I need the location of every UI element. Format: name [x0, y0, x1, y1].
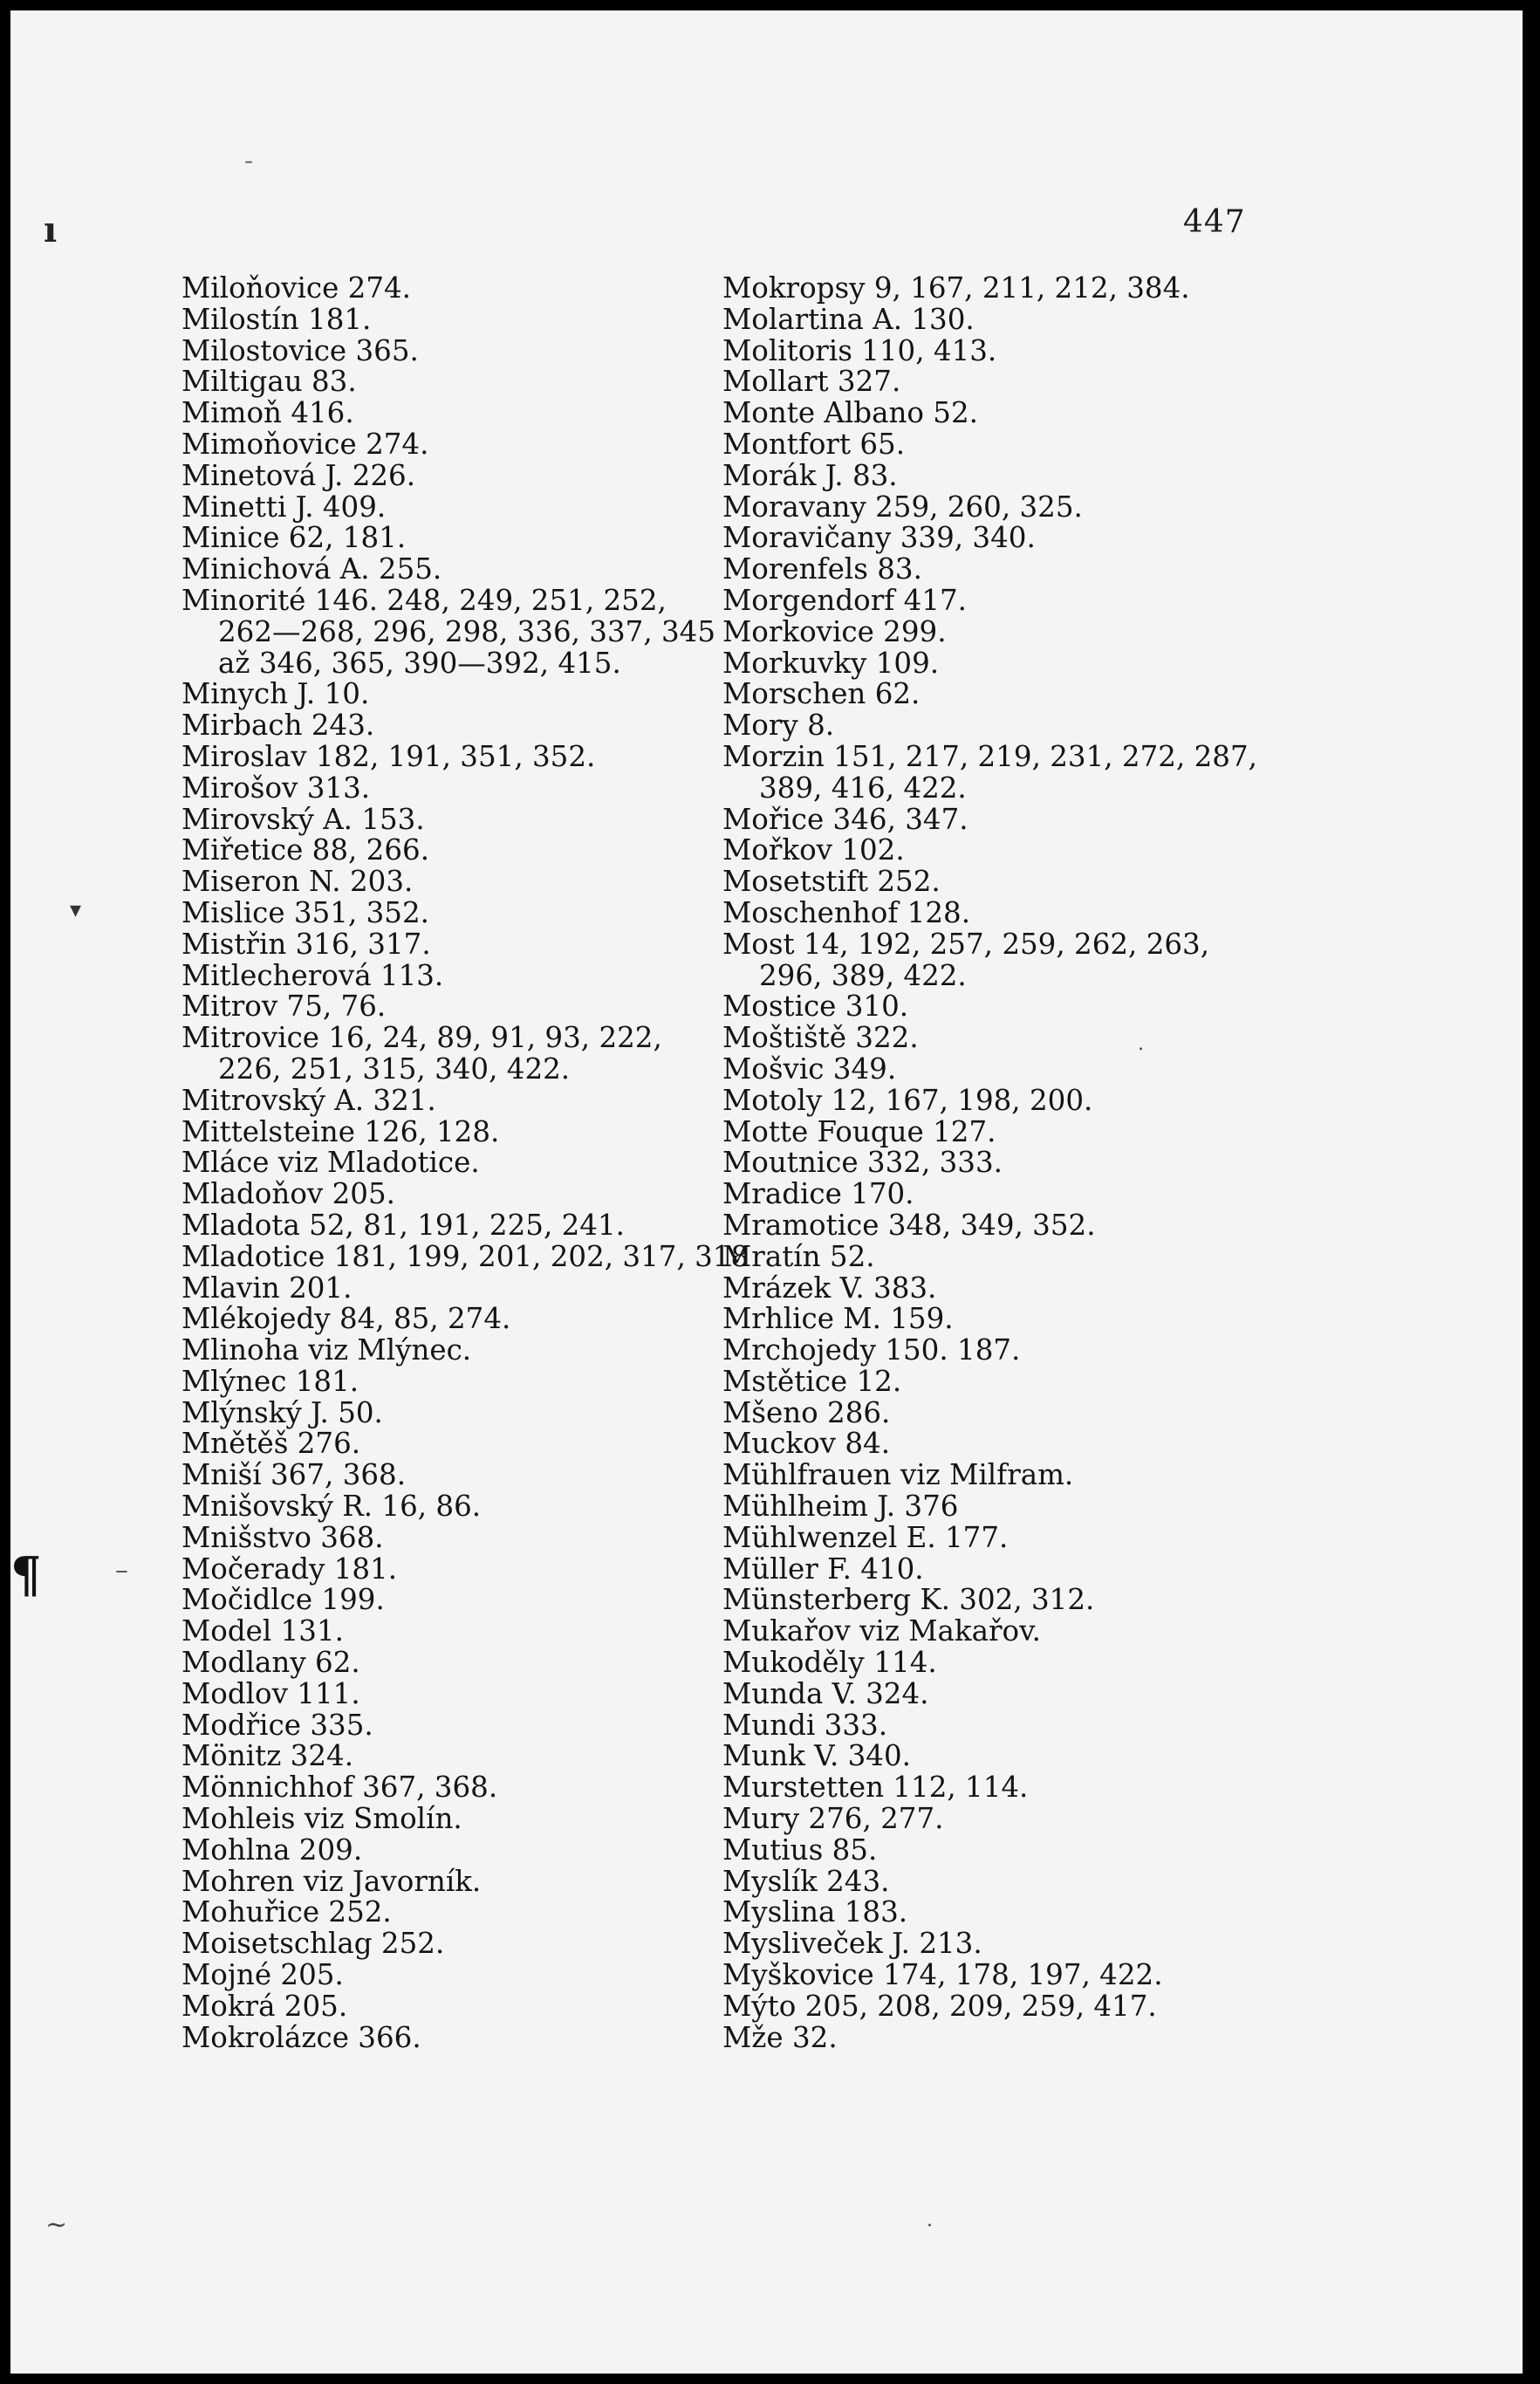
index-entry — [181, 554, 705, 586]
index-entry — [722, 1554, 1246, 1586]
index-entry — [722, 1991, 1246, 2023]
index-entry-line: Mojné 205. — [181, 1958, 344, 1992]
index-entry-line: Muckov 84. — [722, 1427, 891, 1461]
index-entry — [722, 1023, 1246, 1054]
index-entry — [181, 1772, 705, 1804]
index-entry — [181, 583, 716, 680]
index-entry-line: Minorité 146. 248, 249, 251, 252, — [181, 583, 667, 617]
index-entry-line: Mratín 52. — [722, 1239, 875, 1273]
index-entry-line: Moisetschlag 252. — [181, 1927, 445, 1961]
index-entry-line: Mstětice 12. — [722, 1364, 902, 1398]
index-entry-line: Miltigau 83. — [181, 365, 357, 399]
index-entry — [181, 1023, 705, 1086]
index-entry-line: Model 131. — [181, 1614, 344, 1648]
index-entry-line: Milostín 181. — [181, 302, 372, 336]
index-entry — [181, 1897, 705, 1928]
index-entry-line: Mořice 346, 347. — [722, 802, 968, 836]
index-entry-line: Mollart 327. — [722, 365, 901, 399]
index-entry — [181, 458, 705, 492]
index-entry-line: Mühlheim J. 376 — [722, 1490, 959, 1524]
index-entry-line: Myškovice 174, 178, 197, 422. — [722, 1958, 1163, 1992]
index-entry — [722, 1585, 1246, 1616]
index-entry — [181, 1960, 705, 1991]
index-entry-line: Miloňovice 274. — [181, 271, 412, 305]
index-entry — [722, 1304, 1246, 1335]
index-entry — [722, 648, 1246, 680]
index-entry-line: Munk V. 340. — [722, 1739, 911, 1773]
index-entry — [181, 773, 705, 805]
index-entry-line: Moravičany 339, 340. — [722, 521, 1036, 555]
index-entry — [181, 1239, 749, 1273]
index-entry-line: Münsterberg K. 302, 312. — [722, 1583, 1095, 1617]
index-entry-line: Mirbach 243. — [181, 709, 375, 743]
index-entry-line: Mosetstift 252. — [722, 865, 941, 899]
index-entry-line: Morák J. 83. — [722, 458, 898, 492]
index-entry-line: Mohren viz Javorník. — [181, 1864, 482, 1898]
index-entry — [181, 679, 705, 710]
index-entry-line: Munda V. 324. — [722, 1676, 929, 1710]
index-entry-line: Mühlfrauen viz Milfram. — [722, 1458, 1074, 1492]
index-entry-line: Mokropsy 9, 167, 211, 212, 384. — [722, 271, 1190, 305]
index-entry-line: Mrázek V. 383. — [722, 1271, 937, 1305]
margin-mark: . — [927, 2209, 933, 2231]
index-entry-line: Mlavin 201. — [181, 1271, 352, 1305]
index-entry-line: Mitrovice 16, 24, 89, 91, 93, 222, — [181, 1021, 662, 1055]
index-entry — [722, 554, 1246, 586]
index-entry-line: Mlinoha viz Mlýnec. — [181, 1333, 472, 1367]
index-entry — [722, 1648, 1246, 1679]
index-entry-line: Mniší 367, 368. — [181, 1458, 407, 1492]
index-entry — [181, 867, 705, 898]
index-entry — [722, 1147, 1246, 1179]
index-entry — [181, 1741, 705, 1772]
index-entry-line: Mutius 85. — [722, 1833, 878, 1867]
index-entry-line: Mladoňov 205. — [181, 1177, 395, 1211]
index-entry — [181, 991, 705, 1023]
index-entry — [181, 835, 705, 867]
index-entry-line: Mostice 310. — [722, 990, 909, 1024]
index-entry-line: Mimoňovice 274. — [181, 427, 429, 461]
index-entry — [722, 1273, 1246, 1305]
index-entry-line: 296, 389, 422. — [759, 958, 967, 992]
index-entry — [722, 398, 1246, 429]
index-entry-line: Miroslav 182, 191, 351, 352. — [181, 739, 596, 773]
index-entry — [722, 1239, 1246, 1273]
index-entry — [181, 1585, 705, 1616]
index-entry-line: Mnětěš 276. — [181, 1427, 361, 1461]
index-entry-line: Mysliveček J. 213. — [722, 1927, 982, 1961]
index-entry-line: Mláce viz Mladotice. — [181, 1146, 480, 1180]
margin-mark: ▾ — [70, 897, 82, 923]
index-entry — [722, 1616, 1246, 1648]
index-entry — [181, 1928, 705, 1960]
index-entry-line: Mohleis viz Smolín. — [181, 1802, 462, 1836]
index-entry — [722, 583, 1246, 617]
index-entry — [181, 1364, 705, 1398]
index-entry — [181, 302, 705, 336]
index-entry-line: Mury 276, 277. — [722, 1802, 944, 1836]
index-entry — [722, 429, 1246, 461]
index-entry-line: Mnišstvo 368. — [181, 1520, 384, 1554]
index-entry — [722, 802, 1246, 836]
index-entry — [181, 2020, 705, 2054]
index-entry — [722, 2020, 1246, 2054]
index-entry-line: Modřice 335. — [181, 1708, 373, 1742]
index-entry — [722, 1741, 1246, 1772]
index-entry — [181, 1616, 705, 1648]
index-entry-line: Močidlce 199. — [181, 1583, 385, 1617]
index-entry — [722, 273, 1246, 305]
index-entry — [181, 739, 705, 773]
index-entry — [181, 273, 705, 305]
index-entry — [722, 1710, 1246, 1742]
index-entry-line: Myslík 243. — [722, 1864, 890, 1898]
index-entry-line: Modlov 111. — [181, 1676, 360, 1710]
index-entry — [181, 1083, 705, 1117]
index-entry-line: Mlýnský J. 50. — [181, 1395, 383, 1429]
index-entry — [722, 1210, 1246, 1242]
index-entry — [722, 1804, 1246, 1835]
index-entry — [181, 1147, 705, 1179]
index-entry-line: Milostovice 365. — [181, 333, 419, 367]
index-entry-line: Morgendorf 417. — [722, 583, 967, 617]
index-entry-line: Mlýnec 181. — [181, 1364, 359, 1398]
index-entry-line: Mnišovský R. 16, 86. — [181, 1490, 482, 1524]
index-entry — [722, 1083, 1246, 1117]
index-entry-line: Minice 62, 181. — [181, 521, 407, 555]
index-entry-line: 389, 416, 422. — [759, 771, 967, 805]
index-entry — [722, 835, 1246, 867]
index-entry — [722, 614, 1246, 648]
index-entry-line: Mže 32. — [722, 2020, 838, 2054]
index-entry — [181, 1114, 705, 1148]
index-entry-line: Mšeno 286. — [722, 1395, 891, 1429]
index-entry — [722, 867, 1246, 898]
index-column-left — [181, 271, 749, 2054]
index-entry — [181, 1676, 705, 1710]
index-entry-line: Mladotice 181, 199, 201, 202, 317, 318 — [181, 1239, 749, 1273]
index-entry-line: Mokrolázce 366. — [181, 2020, 421, 2054]
margin-mark: – — [115, 1555, 128, 1586]
index-entry — [722, 458, 1246, 492]
index-entry — [722, 1491, 1246, 1523]
index-entry — [722, 1054, 1246, 1086]
index-entry — [722, 1364, 1246, 1398]
index-entry-line: Minych J. 10. — [181, 677, 370, 711]
index-entry — [181, 1804, 705, 1835]
index-entry — [181, 429, 705, 461]
index-entry — [722, 492, 1246, 524]
index-entry-line: Morkovice 299. — [722, 614, 947, 648]
index-entry — [722, 1864, 1246, 1898]
index-entry-line: Mönitz 324. — [181, 1739, 354, 1773]
index-entry — [181, 367, 705, 398]
index-column-right — [722, 271, 1257, 2054]
index-entry-line: Mimoň 416. — [181, 396, 354, 430]
index-entry — [722, 1928, 1246, 1960]
index-entry-line: Murstetten 112, 114. — [722, 1771, 1029, 1805]
index-entry-line: Mošvic 349. — [722, 1052, 897, 1086]
index-entry-line: Mýto 205, 208, 209, 259, 417. — [722, 1989, 1157, 2023]
index-entry — [722, 1520, 1246, 1554]
index-entry — [181, 1335, 705, 1367]
index-entry — [722, 739, 1257, 805]
index-entry-line: Molartina A. 130. — [722, 302, 975, 336]
index-entry — [181, 333, 705, 367]
index-entry — [722, 895, 1246, 929]
index-entry-line: Mukodělу 114. — [722, 1646, 937, 1680]
index-entry-line: Mühlwenzel E. 177. — [722, 1520, 1009, 1554]
index-entry — [181, 958, 705, 992]
index-entry-line: Mittelsteine 126, 128. — [181, 1114, 500, 1148]
index-entry — [181, 1710, 705, 1742]
index-entry — [722, 333, 1246, 367]
index-entry — [722, 1460, 1246, 1491]
index-entry-line: 226, 251, 315, 340, 422. — [218, 1052, 571, 1086]
margin-mark: . — [1138, 1033, 1144, 1055]
index-entry — [181, 1395, 705, 1429]
index-entry-line: Motoly 12, 167, 198, 200. — [722, 1083, 1093, 1117]
index-entry-line: Mundi 333. — [722, 1708, 888, 1742]
index-entry — [181, 710, 705, 742]
index-entry-line: Mrchojedy 150. 187. — [722, 1333, 1021, 1367]
index-entry-line: Mohuřice 252. — [181, 1895, 392, 1929]
index-entry-line: Mitrovský A. 321. — [181, 1083, 436, 1117]
index-entry — [722, 1335, 1246, 1367]
index-entry-line: Mladota 52, 81, 191, 225, 241. — [181, 1208, 625, 1242]
index-entry — [181, 1179, 705, 1210]
index-entry-line: Mory 8. — [722, 709, 835, 743]
index-entry — [181, 1648, 705, 1679]
index-entry — [181, 929, 705, 961]
index-entry-line: Montfort 65. — [722, 427, 906, 461]
index-entry-line: Mislice 351, 352. — [181, 895, 429, 929]
index-entry-line: Modlany 62. — [181, 1646, 360, 1680]
index-entry — [181, 398, 705, 429]
index-entry-line: 262—268, 296, 298, 336, 337, 345 — [218, 614, 716, 648]
index-entry — [181, 895, 705, 929]
index-entry-line: Mramotice 348, 349, 352. — [722, 1208, 1096, 1242]
index-entry-line: Moschenhof 128. — [722, 895, 971, 929]
index-entry-line: Mirošov 313. — [181, 771, 371, 805]
index-entry-line: Minetová J. 226. — [181, 458, 416, 492]
index-entry — [181, 1520, 705, 1554]
margin-mark: ¶ — [10, 1546, 42, 1604]
index-entry-line: Motte Fouque 127. — [722, 1114, 996, 1148]
index-entry-line: Moštiště 322. — [722, 1021, 919, 1055]
index-entry-line: Mlékojedy 84, 85, 274. — [181, 1302, 511, 1336]
index-entry — [181, 1304, 705, 1335]
margin-mark: ~ — [45, 2209, 68, 2240]
index-entry-line: Morzin 151, 217, 219, 231, 272, 287, — [722, 739, 1257, 773]
index-entry — [722, 1960, 1246, 1991]
margin-mark: - — [244, 146, 254, 176]
index-entry — [181, 1273, 705, 1305]
index-entry — [181, 1460, 705, 1491]
index-entry — [722, 710, 1246, 742]
index-entry — [722, 523, 1246, 554]
index-entry-line: Moutnice 332, 333. — [722, 1146, 1003, 1180]
index-entry — [181, 1491, 705, 1523]
index-entry-line: Monte Albano 52. — [722, 396, 978, 430]
index-entry-line: Morenfels 83. — [722, 552, 922, 586]
index-entry — [722, 1395, 1246, 1429]
index-entry-line: Miseron N. 203. — [181, 865, 414, 899]
index-entry — [722, 1835, 1246, 1867]
index-entry-line: až 346, 365, 390—392, 415. — [218, 646, 621, 680]
index-entry-line: Most 14, 192, 257, 259, 262, 263, — [722, 927, 1210, 961]
index-entry — [181, 1428, 705, 1460]
index-entry — [181, 523, 705, 554]
index-entry-line: Müller F. 410. — [722, 1552, 924, 1586]
index-entry — [722, 1897, 1246, 1928]
index-entry-line: Mrhlice M. 159. — [722, 1302, 954, 1336]
index-entry — [722, 1179, 1246, 1210]
index-entry — [181, 492, 705, 524]
index-entry-line: Mönnichhof 367, 368. — [181, 1771, 498, 1805]
index-entry-line: Minetti J. 409. — [181, 490, 387, 524]
index-entry — [722, 991, 1246, 1023]
index-entry-line: Moravany 259, 260, 325. — [722, 490, 1083, 524]
index-entry-line: Mitlecherová 113. — [181, 958, 444, 992]
index-entry-line: Miřetice 88, 266. — [181, 833, 430, 867]
index-entry — [181, 1864, 705, 1898]
index-entry-line: Mradice 170. — [722, 1177, 914, 1211]
index-entry — [181, 1991, 705, 2023]
index-entry — [181, 1835, 705, 1867]
index-entry — [181, 1210, 705, 1242]
index-entry-line: Mitrov 75, 76. — [181, 990, 387, 1024]
index-entry-line: Mořkov 102. — [722, 833, 905, 867]
margin-mark: ı — [44, 209, 58, 250]
index-entry-line: Molitoris 110, 413. — [722, 333, 997, 367]
index-entry — [722, 1428, 1246, 1460]
index-entry — [722, 679, 1246, 710]
index-entry — [722, 929, 1246, 992]
index-entry-line: Morkuvky 109. — [722, 646, 940, 680]
index-entry — [722, 1676, 1246, 1710]
page-number: 447 — [1183, 204, 1246, 240]
index-entry-line: Mukařov viz Makařov. — [722, 1614, 1041, 1648]
index-page — [10, 10, 1523, 2374]
index-entry-line: Mirovský A. 153. — [181, 802, 425, 836]
index-entry — [181, 802, 705, 836]
index-entry — [722, 302, 1246, 336]
index-entry — [722, 1114, 1246, 1148]
index-entry-line: Morschen 62. — [722, 677, 921, 711]
index-entry — [722, 367, 1246, 398]
index-entry-line: Močerady 181. — [181, 1552, 398, 1586]
index-entry-line: Mistřin 316, 317. — [181, 927, 431, 961]
index-entry-line: Mohlna 209. — [181, 1833, 363, 1867]
index-entry — [722, 1772, 1246, 1804]
index-entry-line: Myslina 183. — [722, 1895, 908, 1929]
index-entry-line: Minichová A. 255. — [181, 552, 442, 586]
index-entry — [181, 1554, 705, 1586]
index-entry-line: Mokrá 205. — [181, 1989, 348, 2023]
